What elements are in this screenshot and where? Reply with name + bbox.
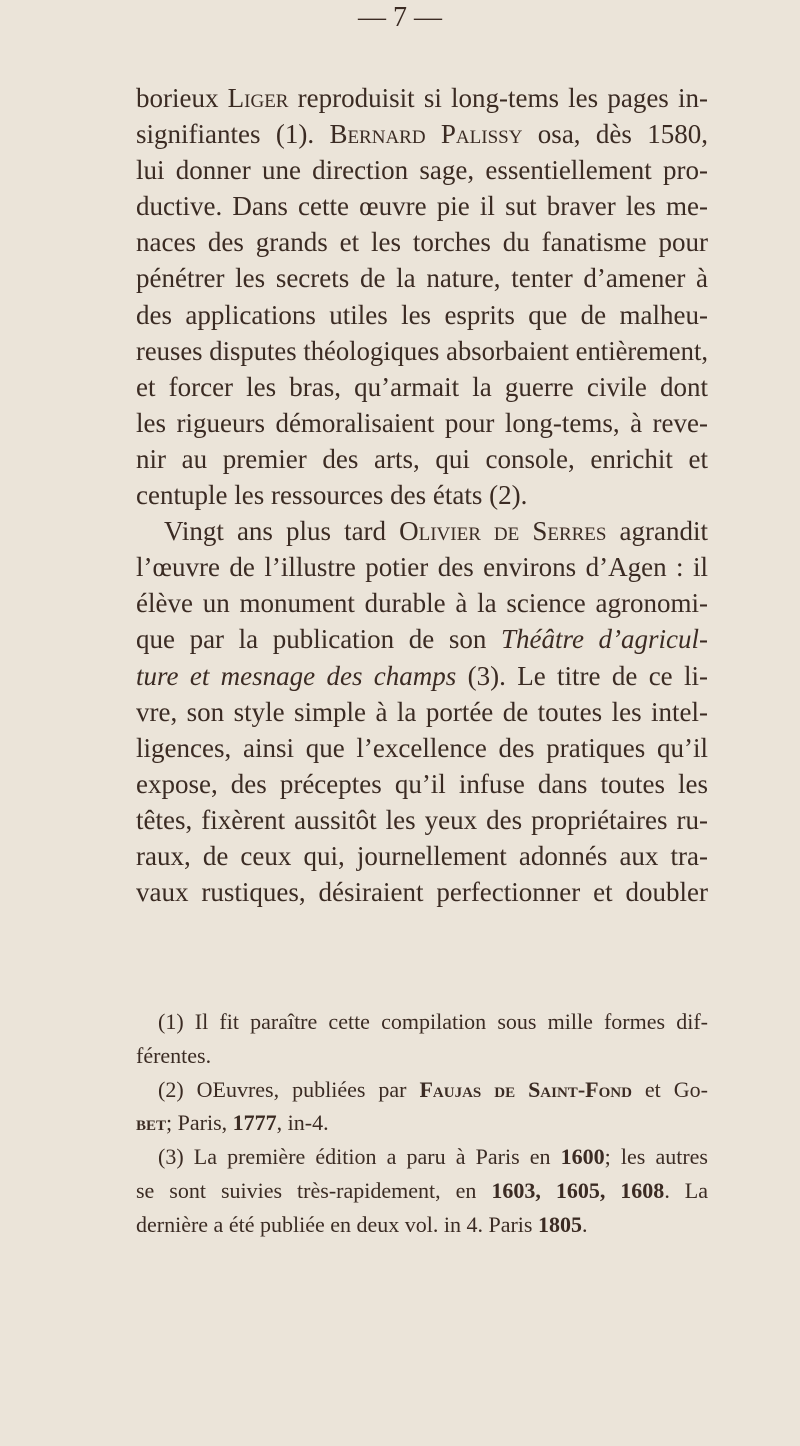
text-run: 1777	[232, 1110, 277, 1136]
text-run: borieux	[136, 83, 228, 113]
text-line	[136, 585, 708, 621]
text-run: (1) Il fit paraître cette compilation sous mille formes dif-	[158, 1009, 708, 1034]
text-run: osa, dès 1580,	[522, 119, 709, 150]
text-run: pénétrer les secrets de la nature, tenter d’amener à	[136, 263, 708, 294]
text-line	[136, 152, 708, 188]
footnote-line	[136, 1140, 708, 1174]
text-run: expose, des préceptes qu’il infuse dans toutes les	[136, 768, 708, 799]
text-run: (3). Le titre de ce li-	[456, 660, 708, 691]
text-line	[136, 224, 708, 260]
text-line	[136, 188, 708, 224]
text-line	[136, 802, 708, 838]
text-run: .	[581, 1211, 588, 1237]
footnote-line	[136, 1174, 708, 1208]
text-run: élève un monument durable à la science agronomi-	[136, 588, 708, 619]
text-line	[136, 730, 708, 766]
text-run: 1805	[537, 1211, 582, 1237]
text-run: 1603, 1605, 1608	[491, 1177, 665, 1203]
text-run: centuple les ressources des états (2).	[136, 480, 528, 511]
text-line	[136, 260, 708, 296]
text-line	[136, 297, 708, 333]
text-run: . La	[664, 1177, 708, 1203]
text-run: se sont suivies très-rapidement, en	[136, 1177, 492, 1203]
text-run: lui donner une direction sage, essentiellement pro-	[136, 155, 708, 186]
footnote-line	[136, 1005, 708, 1039]
page-number: — 7 —	[358, 2, 442, 33]
text-run: (3) La première édition a paru à Paris en	[158, 1144, 561, 1170]
name-smallcaps: Liger	[227, 83, 289, 113]
text-run: signifiantes (1).	[136, 119, 330, 150]
text-run: têtes, fixèrent aussitôt les yeux des propriétaires ru-	[136, 804, 708, 835]
text-run: des applications utiles les esprits que de malheu-	[136, 299, 708, 330]
text-line	[136, 369, 708, 405]
text-line	[136, 694, 708, 730]
text-line	[136, 621, 708, 657]
text-run: ; Paris,	[166, 1110, 233, 1136]
text-run: (2) OEuvres, publiées par	[158, 1076, 420, 1102]
text-run: les rigueurs démoralisaient pour long-tems, à reve-	[136, 407, 708, 438]
text-run: naces des grands et les torches du fanatisme pour	[136, 227, 708, 258]
footnotes	[136, 1005, 708, 1242]
text-line	[136, 838, 708, 874]
text-run: ; les autres	[604, 1144, 708, 1170]
text-run: reproduisit si long-tems les pages in-	[288, 83, 708, 113]
text-line	[136, 116, 708, 152]
text-run: vre, son style simple à la portée de toutes les intel-	[136, 696, 708, 727]
text-line	[136, 658, 708, 694]
text-line	[136, 549, 708, 585]
text-run: ligences, ainsi que l’excellence des pratiques qu’il	[136, 732, 708, 763]
footnote-line	[136, 1208, 708, 1242]
title-italic: Théâtre d’agricul-	[500, 624, 708, 655]
text-run: , in-4.	[276, 1110, 329, 1136]
text-run: Vingt ans plus tard	[164, 516, 400, 547]
text-run: reuses disputes théologiques absorbaient entièrement,	[136, 335, 708, 366]
text-run: dernière a été publiée en deux vol. in 4. Paris	[136, 1211, 538, 1237]
text-run: vaux rustiques, désiraient perfectionner et doubler	[136, 877, 708, 908]
text-line	[136, 513, 708, 549]
text-line	[136, 441, 708, 477]
body-text	[136, 80, 708, 910]
name-smallcaps: Olivier de Serres	[399, 516, 607, 547]
name-smallcaps: Bernard Palissy	[329, 119, 523, 150]
text-run: et Go-	[631, 1076, 708, 1102]
text-run: l’œuvre de l’illustre potier des environs d’Agen : il	[136, 552, 708, 583]
text-run: nir au premier des arts, qui console, enrichit et	[136, 443, 708, 474]
text-run: férentes.	[136, 1042, 212, 1068]
text-line	[136, 333, 708, 369]
title-italic: ture et mesnage des champs	[136, 660, 457, 691]
text-run: raux, de ceux qui, journellement adonnés aux tra-	[136, 840, 708, 871]
text-run: 1600	[560, 1144, 605, 1170]
text-line	[136, 80, 708, 116]
footnote-line	[136, 1039, 708, 1073]
text-run: et forcer les bras, qu’armait la guerre civile dont	[136, 371, 708, 402]
text-run: ductive. Dans cette œuvre pie il sut braver les me-	[136, 191, 708, 222]
text-line	[136, 874, 708, 910]
name-smallcaps: Faujas de Saint-Fond	[419, 1076, 632, 1102]
text-line	[136, 405, 708, 441]
text-run: agrandit	[606, 516, 708, 547]
text-line	[136, 477, 708, 513]
name-smallcaps: bet	[136, 1110, 167, 1136]
footnote-line	[136, 1073, 708, 1107]
footnote-line	[136, 1106, 708, 1140]
text-line	[136, 766, 708, 802]
text-run: que par la publication de son	[136, 624, 501, 655]
